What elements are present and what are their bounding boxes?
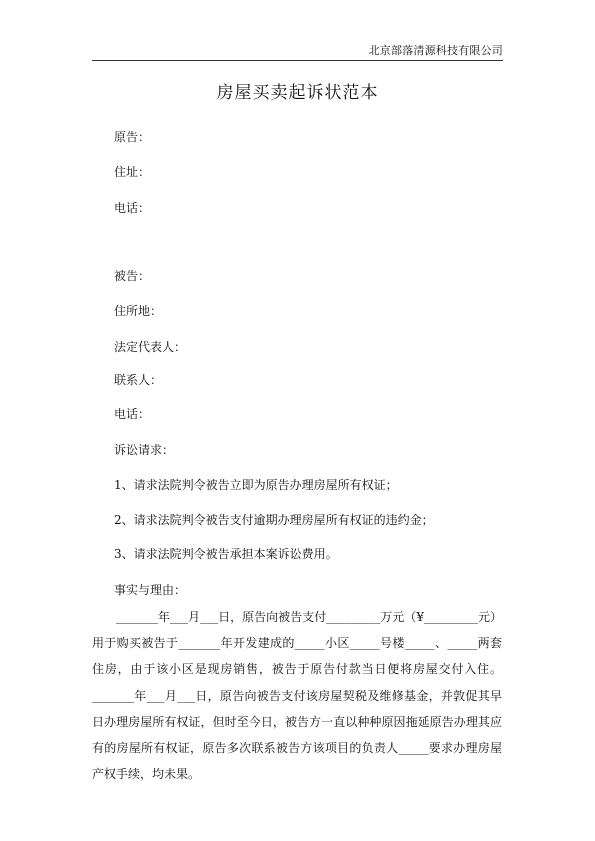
defendant-legal-rep-label: 法定代表人： <box>114 340 187 354</box>
claim-item: 1、请求法院判令被告立即为原告办理房屋所有权证； <box>114 478 398 492</box>
plaintiff-address-label: 住址： <box>114 165 151 179</box>
claim-item: 2、请求法院判令被告支付逾期办理房屋所有权证的违约金； <box>114 513 434 527</box>
claims-heading: 诉讼请求： <box>114 443 175 457</box>
header-divider <box>92 60 503 61</box>
defendant-contact-label: 联系人： <box>114 373 163 387</box>
defendant-phone-label: 电话： <box>114 407 151 421</box>
header-company-name: 北京部落清源科技有限公司 <box>368 44 503 57</box>
plaintiff-phone-label: 电话： <box>114 201 151 215</box>
claim-item: 3、请求法院判令被告承担本案诉讼费用。 <box>114 547 338 561</box>
document-title: 房屋买卖起诉状范本 <box>216 83 379 103</box>
plaintiff-name-label: 原告： <box>114 130 151 144</box>
defendant-domicile-label: 住所地： <box>114 304 163 318</box>
facts-heading: 事实与理由： <box>114 583 187 597</box>
defendant-name-label: 被告： <box>114 269 151 283</box>
facts-paragraph: _______年___月___日，原告向被告支付_________万元（¥_________元）用于购买被告于_______年开发建成的_____小区_____号楼_____、_____两套住房，由于该小区是现房销售，被告于原告付款当日便将房屋交付入住。_______年___月___日，原告向被告支付该房屋契税及维修基金，并敦促其早日办理房屋所有权证，但时至今日，被告方一直以种种原因拖延原告办理其应有的房屋所有权证，原告多次联系被告方该项目的负责人_____要求办理房屋产权手续，均未果。 <box>92 610 502 782</box>
